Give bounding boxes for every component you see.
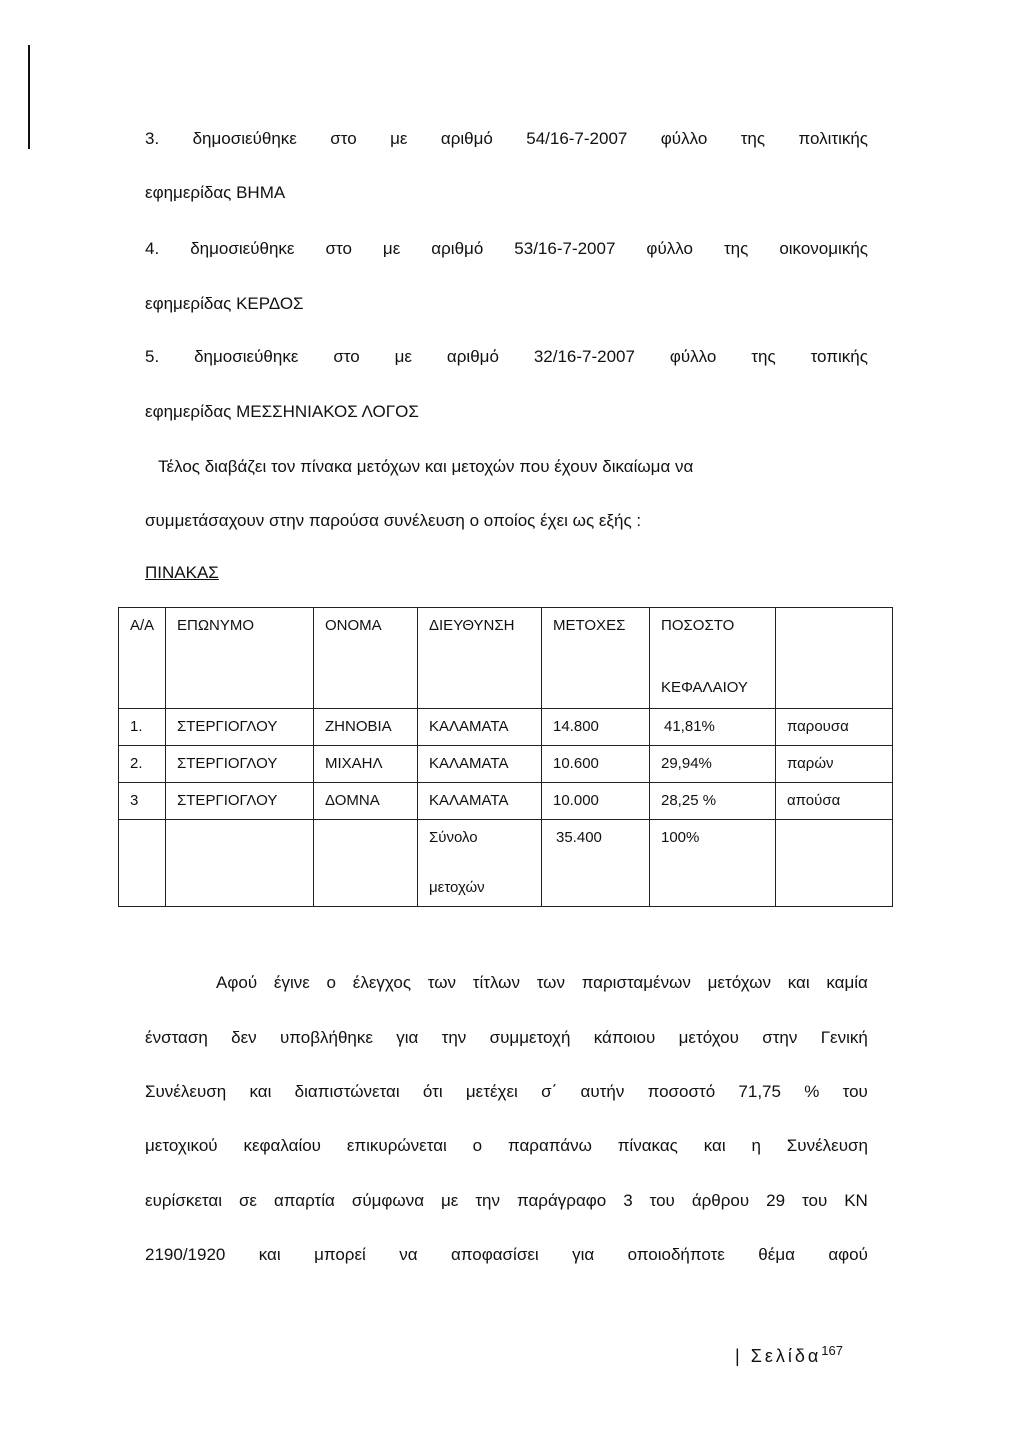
word: του [802,1191,828,1210]
paragraph-line5 [145,1190,868,1212]
word: θέμα [758,1245,795,1264]
word: σύμφωνα [351,1191,425,1210]
word: 3 [623,1191,633,1210]
shareholders-table [118,607,893,907]
word: στο [333,347,360,366]
cell-surname: ΣΤΕΡΓΙΟΓΛΟΥ [166,709,314,746]
word: της [751,347,776,366]
word: μπορεί [314,1245,366,1264]
word: αποφασίσει [450,1245,539,1264]
cell-aa: 3 [119,783,166,820]
word: παράγραφο [516,1191,607,1210]
word: διαπιστώνεται [294,1082,400,1101]
word: φύλλο [660,129,708,148]
word: μετοχικού [145,1136,218,1155]
word: ένσταση [145,1028,208,1047]
cell-address: ΚΑΛΑΜΑΤΑ [418,746,542,783]
paragraph-line1 [216,972,868,994]
totals-label-line2: μετοχών [429,879,485,896]
word: μετέχει [465,1082,518,1101]
word: άρθρου [691,1191,750,1210]
word: της [740,129,766,148]
paragraph-line4 [145,1135,868,1157]
cell-address: ΚΑΛΑΜΑΤΑ [418,709,542,746]
cell-status: απούσα [776,783,893,820]
word: και [703,1136,726,1155]
item-4-line2: εφημερίδας ΚΕΡΔΟΣ [145,294,304,313]
word: στο [325,239,352,258]
word: έλεγχος [352,973,412,992]
intro-line1: Τέλος διαβάζει τον πίνακα μετόχων και μετοχών που έχουν δικαίωμα να [158,457,694,476]
totals-empty-surname [166,820,314,907]
word: ποσοστό [647,1082,716,1101]
cell-aa: 1. [119,709,166,746]
word: φύλλο [646,239,693,258]
word: Γενική [820,1028,868,1047]
cell-aa: 2. [119,746,166,783]
word: για [396,1028,419,1047]
word: αυτήν [580,1082,625,1101]
header-name: ΟΝΟΜΑ [314,608,418,709]
item-5-line1 [145,346,868,368]
word: 53/16-7-2007 [514,239,616,258]
word: 3. [145,129,160,148]
word: κεφαλαίου [243,1136,321,1155]
cell-name: ΖΗΝΟΒΙΑ [314,709,418,746]
word: στο [330,129,357,148]
cell-address: ΚΑΛΑΜΑΤΑ [418,783,542,820]
header-percent-line1: ΠΟΣΟΣΤΟ [661,617,735,634]
word: δημοσιεύθηκε [190,239,295,258]
cell-shares: 10.000 [542,783,650,820]
header-aa: Α/Α [119,608,166,709]
word: την [441,1028,467,1047]
word: καμία [826,973,868,992]
word: παραπάνω [507,1136,592,1155]
totals-empty-aa [119,820,166,907]
word: 32/16-7-2007 [533,347,635,366]
word: Αφού [216,973,258,992]
word: για [572,1245,595,1264]
word: τίτλων [472,973,520,992]
paragraph-line3 [145,1081,868,1103]
item-3-line2: εφημερίδας ΒΗΜΑ [145,183,286,202]
item-5-line2: εφημερίδας ΜΕΣΣΗΝΙΑΚΟΣ ΛΟΓΟΣ [145,402,419,421]
word: φύλλο [669,347,717,366]
table-totals-row [119,820,893,907]
word: έγινε [273,973,310,992]
table-row [119,746,893,783]
word: κάποιου [593,1028,656,1047]
word: αριθμό [446,347,499,366]
totals-label [418,820,542,907]
word: αφού [828,1245,868,1264]
word: οποιοδήποτε [627,1245,725,1264]
header-surname: ΕΠΩΝΥΜΟ [166,608,314,709]
word: Συνέλευση [145,1082,227,1101]
word: 2190/1920 [145,1245,226,1264]
cell-status: παρουσα [776,709,893,746]
word: αριθμό [431,239,484,258]
word: ότι [422,1082,443,1101]
word: ο [326,973,336,992]
totals-empty-status [776,820,893,907]
word: 5. [145,347,160,366]
header-shares: ΜΕΤΟΧΕΣ [542,608,650,709]
word: με [394,347,413,366]
word: παρισταμένων [581,973,691,992]
word: με [390,129,408,148]
word: τοπικής [810,347,868,366]
cell-percent: 28,25 % [650,783,776,820]
cell-name: ΔΟΜΝΑ [314,783,418,820]
word: πίνακας [617,1136,678,1155]
table-row [119,783,893,820]
word: υποβλήθηκε [279,1028,373,1047]
word: οικονομικής [779,239,868,258]
word: 29 [766,1191,786,1210]
word: του [842,1082,868,1101]
paragraph-line6 [145,1244,868,1266]
word: συμμετοχή [489,1028,571,1047]
header-percent [650,608,776,709]
word: πολιτικής [798,129,868,148]
paragraph-line2 [145,1027,868,1049]
word: μετόχων [707,973,771,992]
word: απαρτία [273,1191,335,1210]
word: μετόχου [678,1028,739,1047]
totals-empty-name [314,820,418,907]
word: ΚΝ [844,1191,868,1210]
header-address: ΔΙΕΥΘΥΝΣΗ [418,608,542,709]
word: 4. [145,239,160,258]
totals-shares: 35.400 [542,820,650,907]
word: να [399,1245,418,1264]
word: του [649,1191,675,1210]
cell-shares: 14.800 [542,709,650,746]
word: Συνέλευση [786,1136,868,1155]
word: δημοσιεύθηκε [194,347,299,366]
word: επικυρώνεται [346,1136,447,1155]
word: την [475,1191,500,1210]
word: και [787,973,810,992]
word: αριθμό [440,129,493,148]
word: με [441,1191,459,1210]
intro-line2: συμμετάσαχουν στην παρούσα συνέλευση ο οποίος έχει ως εξής : [145,511,642,530]
word: των [536,973,565,992]
word: 54/16-7-2007 [526,129,628,148]
word: με [382,239,401,258]
word: και [249,1082,272,1101]
word: 71,75 [738,1082,781,1101]
item-4-line1 [145,238,868,260]
word: της [723,239,749,258]
cell-surname: ΣΤΕΡΓΙΟΓΛΟΥ [166,783,314,820]
word: σ΄ [541,1082,558,1101]
footer-label: Σελίδα [750,1346,822,1366]
table-row [119,709,893,746]
page-number: 167 [821,1343,843,1358]
header-status [776,608,893,709]
word: σε [238,1191,258,1210]
header-percent-line2: ΚΕΦΑΛΑΙΟΥ [661,679,748,696]
word: των [427,973,456,992]
word: ο [472,1136,483,1155]
word: η [751,1136,761,1155]
totals-label-line1: Σύνολο [429,829,478,846]
item-3-line1 [145,128,868,150]
word: % [804,1082,820,1101]
page-footer: | Σελίδα$^{167}$ [735,1343,843,1366]
word: και [258,1245,281,1264]
cell-percent: 29,94% [650,746,776,783]
cell-name: ΜΙΧΑΗΛ [314,746,418,783]
cell-percent: 41,81% [650,709,776,746]
margin-bar [28,45,30,149]
word: ευρίσκεται [145,1191,222,1210]
word: δεν [231,1028,257,1047]
word: στην [762,1028,798,1047]
cell-surname: ΣΤΕΡΓΙΟΓΛΟΥ [166,746,314,783]
totals-percent: 100% [650,820,776,907]
table-heading: ΠΙΝΑΚΑΣ [145,563,219,582]
cell-shares: 10.600 [542,746,650,783]
table-header-row [119,608,893,709]
word: δημοσιεύθηκε [192,129,297,148]
cell-status: παρών [776,746,893,783]
